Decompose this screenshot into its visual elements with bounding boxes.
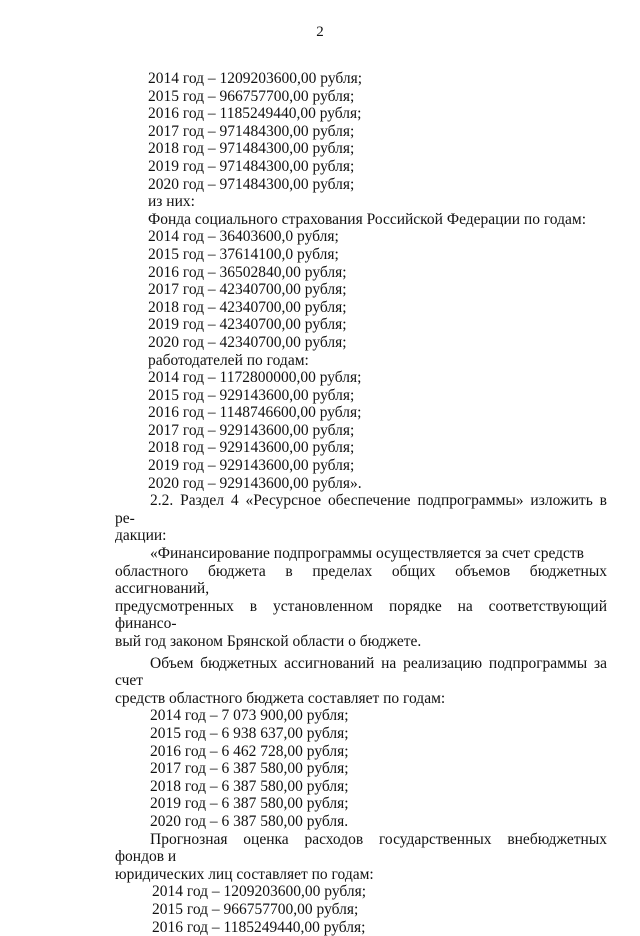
employers-heading: работодателей по годам: — [0, 352, 640, 370]
list-item: 2017 год – 6 387 580,00 рубля; — [0, 760, 640, 778]
clause-2-2 — [0, 492, 607, 545]
list-item: 2014 год – 7 073 900,00 рубля; — [0, 707, 640, 725]
paragraph-line: средств областного бюджета составляет по годам: — [115, 690, 607, 708]
fss-heading: Фонда социального страхования Российской Федерации по годам: — [0, 211, 640, 229]
list-item: 2017 год – 42340700,00 рубля; — [0, 281, 640, 299]
list-item: 2016 год – 1185249440,00 рубля; — [0, 105, 640, 123]
document-body — [0, 70, 640, 936]
paragraph-line: вый год законом Брянской области о бюджете. — [115, 633, 607, 651]
list-item: 2016 год – 1185249440,00 рубля; — [0, 919, 640, 936]
list-item: 2018 год – 971484300,00 рубля; — [0, 140, 640, 158]
paragraph-line: 2.2. Раздел 4 «Ресурсное обеспечение подпрограммы» изложить в ре- — [115, 492, 607, 527]
paragraph-line: областного бюджета в пределах общих объемов бюджетных ассигнований, — [115, 563, 607, 598]
list-item: 2017 год – 971484300,00 рубля; — [0, 123, 640, 141]
list-item: 2015 год – 6 938 637,00 рубля; — [0, 725, 640, 743]
list-item: 2017 год – 929143600,00 рубля; — [0, 422, 640, 440]
list-item: 2014 год – 1209203600,00 рубля; — [0, 70, 640, 88]
page-number: 2 — [0, 24, 640, 41]
paragraph-line: юридических лиц составляет по годам: — [115, 866, 607, 884]
list-item: 2016 год – 6 462 728,00 рубля; — [0, 743, 640, 761]
list-item: 2016 год – 1148746600,00 рубля; — [0, 404, 640, 422]
list-item: 2018 год – 929143600,00 рубля; — [0, 439, 640, 457]
list-item: 2016 год – 36502840,00 рубля; — [0, 264, 640, 282]
financing-paragraph — [0, 545, 607, 651]
list-item: 2020 год – 971484300,00 рубля; — [0, 176, 640, 194]
paragraph-line: Прогнозная оценка расходов государственных внебюджетных фондов и — [115, 831, 607, 866]
paragraph-line: предусмотренных в установленном порядке на соответствующий финансо- — [115, 598, 607, 633]
list-item: 2019 год – 42340700,00 рубля; — [0, 316, 640, 334]
paragraph-line: Объем бюджетных ассигнований на реализацию подпрограммы за счет — [115, 655, 607, 690]
list-item: 2020 год – 42340700,00 рубля; — [0, 334, 640, 352]
list-item: 2015 год – 966757700,00 рубля; — [0, 901, 640, 919]
list-item: 2014 год – 1172800000,00 рубля; — [0, 369, 640, 387]
list-item: 2014 год – 1209203600,00 рубля; — [0, 883, 640, 901]
list-item: 2019 год – 6 387 580,00 рубля; — [0, 795, 640, 813]
list-item: 2015 год – 966757700,00 рубля; — [0, 88, 640, 106]
list-item: 2018 год – 6 387 580,00 рубля; — [0, 778, 640, 796]
list-item: 2015 год – 929143600,00 рубля; — [0, 387, 640, 405]
volume-paragraph — [0, 655, 607, 708]
paragraph-line: «Финансирование подпрограммы осуществляется за счет средств — [115, 545, 607, 563]
of-which-label: из них: — [0, 193, 640, 211]
list-item: 2015 год – 37614100,0 рубля; — [0, 246, 640, 264]
list-item: 2019 год – 971484300,00 рубля; — [0, 158, 640, 176]
paragraph-line: дакции: — [115, 527, 607, 545]
forecast-paragraph — [0, 831, 607, 884]
list-item: 2018 год – 42340700,00 рубля; — [0, 299, 640, 317]
list-item: 2014 год – 36403600,0 рубля; — [0, 228, 640, 246]
list-item: 2019 год – 929143600,00 рубля; — [0, 457, 640, 475]
list-item: 2020 год – 6 387 580,00 рубля. — [0, 813, 640, 831]
list-item: 2020 год – 929143600,00 рубля». — [0, 475, 640, 493]
